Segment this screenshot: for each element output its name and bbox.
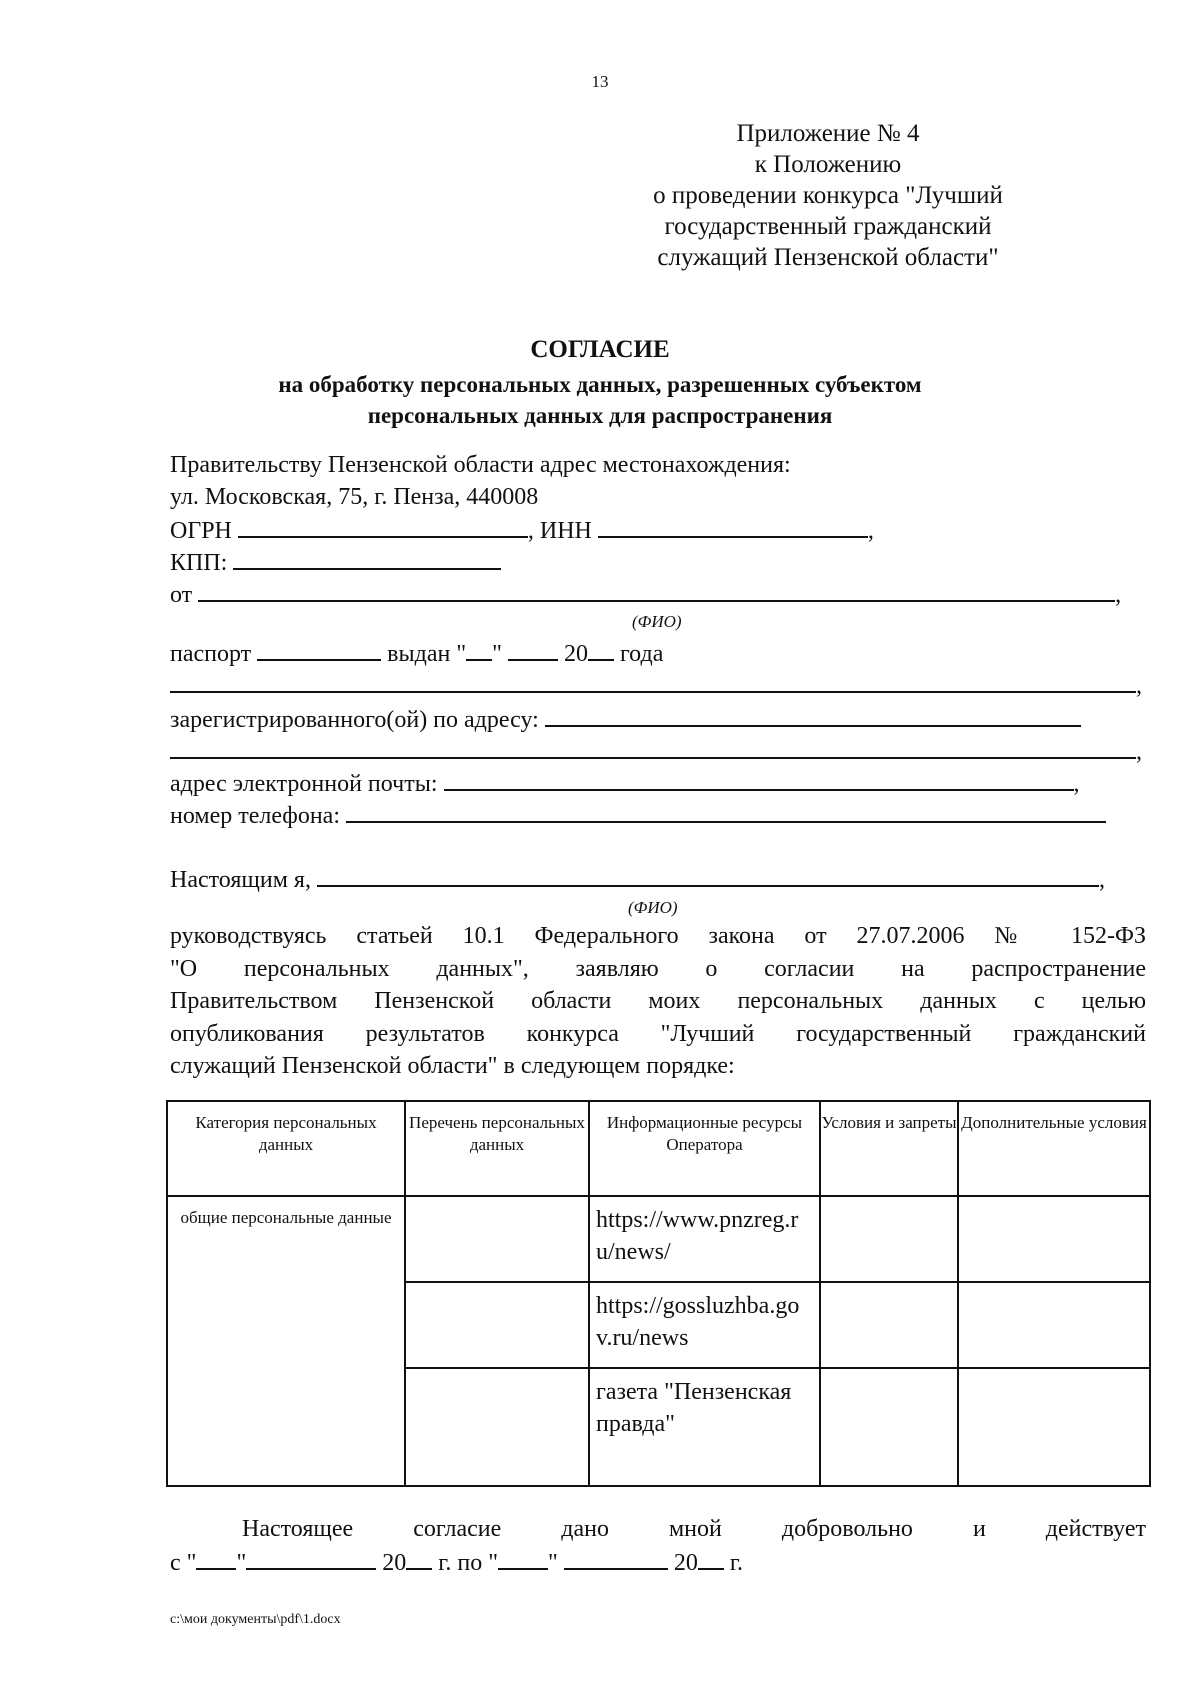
quote: " [492,641,502,667]
issued-label: выдан " [387,641,467,667]
hereby-label: Настоящим я, [170,867,311,893]
kpp-label: КПП: [170,550,228,576]
comma: , [867,518,874,544]
ogrn-row [170,514,874,546]
appendix-line: Приложение № 4 [736,120,920,147]
table-header-row [167,1101,1150,1196]
to-prefix: г. по " [438,1549,499,1576]
year-prefix: 20 [563,641,588,667]
start-month-field[interactable] [246,1546,376,1570]
end-day-field[interactable] [498,1546,548,1570]
closing-dates-row [170,1546,1146,1580]
list-cell[interactable] [405,1282,589,1368]
header-additional: Дополнительные условия [958,1101,1150,1196]
start-year-field[interactable] [406,1546,432,1570]
resource-cell: https://gossluzhba.gov.ru/news [589,1282,820,1368]
address-continuation-row [170,735,1142,767]
comma: , [1073,771,1080,797]
quote: " [236,1549,247,1576]
year-suffix: года [619,641,664,667]
consent-table [166,1100,1151,1487]
header-resources: Информационные ресурсы Оператора [589,1101,820,1196]
passport-issuer-row [170,669,1142,701]
quote: " [548,1549,558,1576]
registered-row [170,703,1081,735]
from-row [170,578,1121,610]
address-continuation-field[interactable] [170,735,1136,759]
comma: , [1136,673,1142,699]
start-day-field[interactable] [196,1546,236,1570]
email-row [170,767,1080,799]
subtitle-line: на обработку персональных данных, разрешенных субъектом [278,372,922,397]
table-row [167,1196,1150,1282]
consent-paragraph [170,920,1146,1083]
passport-label: паспорт [170,641,252,667]
footer-file-path: c:\мои документы\pdf\1.docx [170,1612,341,1627]
ogrn-field[interactable] [238,514,528,538]
document-subtitle [0,369,1200,431]
fio-caption-2: (ФИО) [628,898,678,917]
appendix-line: о проведении конкурса "Лучший [653,182,1003,209]
year-prefix: 20 [382,1549,407,1576]
passport-issuer-field[interactable] [170,669,1136,693]
hereby-fio-field[interactable] [317,863,1099,887]
phone-row [170,799,1106,831]
closing-paragraph [170,1513,1146,1579]
page-number: 13 [591,72,609,91]
appendix-line: государственный гражданский [664,213,992,240]
addressee-line-1: Правительству Пензенской области адрес местонахождения: [170,452,791,478]
appendix-line: служащий Пензенской области" [657,244,999,271]
phone-field[interactable] [346,799,1106,823]
conditions-cell[interactable] [820,1196,958,1282]
kpp-field[interactable] [233,546,501,570]
email-field[interactable] [444,767,1074,791]
additional-cell[interactable] [958,1368,1150,1486]
document-title: СОГЛАСИЕ [530,336,670,363]
paragraph-line: руководствуясь статьей 10.1 Федерального закона от 27.07.2006 № 152-ФЗ [170,923,1146,949]
resource-cell: https://www.pnzreg.ru/news/ [589,1196,820,1282]
paragraph-line: Правительством Пензенской области моих персональных данных с целью [170,988,1146,1014]
appendix-line: к Положению [754,151,902,178]
issued-month-field[interactable] [508,637,558,661]
comma: , [1098,867,1105,893]
additional-cell[interactable] [958,1196,1150,1282]
fio-caption: (ФИО) [632,612,682,631]
conditions-cell[interactable] [820,1368,958,1486]
passport-row [170,637,663,669]
issued-day-field[interactable] [466,637,492,661]
from-label: от [170,582,193,608]
category-cell: общие персональные данные [167,1196,405,1486]
inn-label: , ИНН [527,518,592,544]
kpp-row [170,546,501,578]
list-cell[interactable] [405,1196,589,1282]
comma: , [1136,739,1142,765]
passport-number-field[interactable] [257,637,381,661]
header-category: Категория персональных данных [167,1101,405,1196]
additional-cell[interactable] [958,1282,1150,1368]
paragraph-line: опубликования результатов конкурса "Лучший государственный гражданский [170,1020,1146,1047]
issued-year-field[interactable] [588,637,614,661]
header-list: Перечень персональных данных [405,1101,589,1196]
addressee-line-2: ул. Московская, 75, г. Пенза, 440008 [170,484,539,510]
list-cell[interactable] [405,1368,589,1486]
resource-cell: газета "Пензенская правда" [589,1368,820,1486]
registered-label: зарегистрированного(ой) по адресу: [170,707,539,733]
conditions-cell[interactable] [820,1282,958,1368]
from-prefix: с " [170,1549,197,1576]
paragraph-line: служащий Пензенской области" в следующем порядке: [170,1053,735,1079]
end-month-field[interactable] [564,1546,668,1570]
inn-field[interactable] [598,514,868,538]
fio-field[interactable] [198,578,1115,602]
ogrn-label: ОГРН [170,518,232,544]
end-year-field[interactable] [698,1546,724,1570]
comma: , [1115,582,1122,608]
header-conditions: Условия и запреты [820,1101,958,1196]
hereby-row [170,863,1105,895]
appendix-note [598,118,1058,273]
paragraph-line: "О персональных данных", заявляю о согласии на распространение [170,955,1146,982]
closing-line: Настоящее согласие дано мной добровольно и действует [242,1516,1146,1542]
registered-address-field[interactable] [545,703,1081,727]
email-label: адрес электронной почты: [170,771,438,797]
subtitle-line: персональных данных для распространения [367,403,833,428]
phone-label: номер телефона: [170,803,341,829]
year-prefix: 20 [673,1549,698,1576]
year-end: г. [729,1549,743,1576]
